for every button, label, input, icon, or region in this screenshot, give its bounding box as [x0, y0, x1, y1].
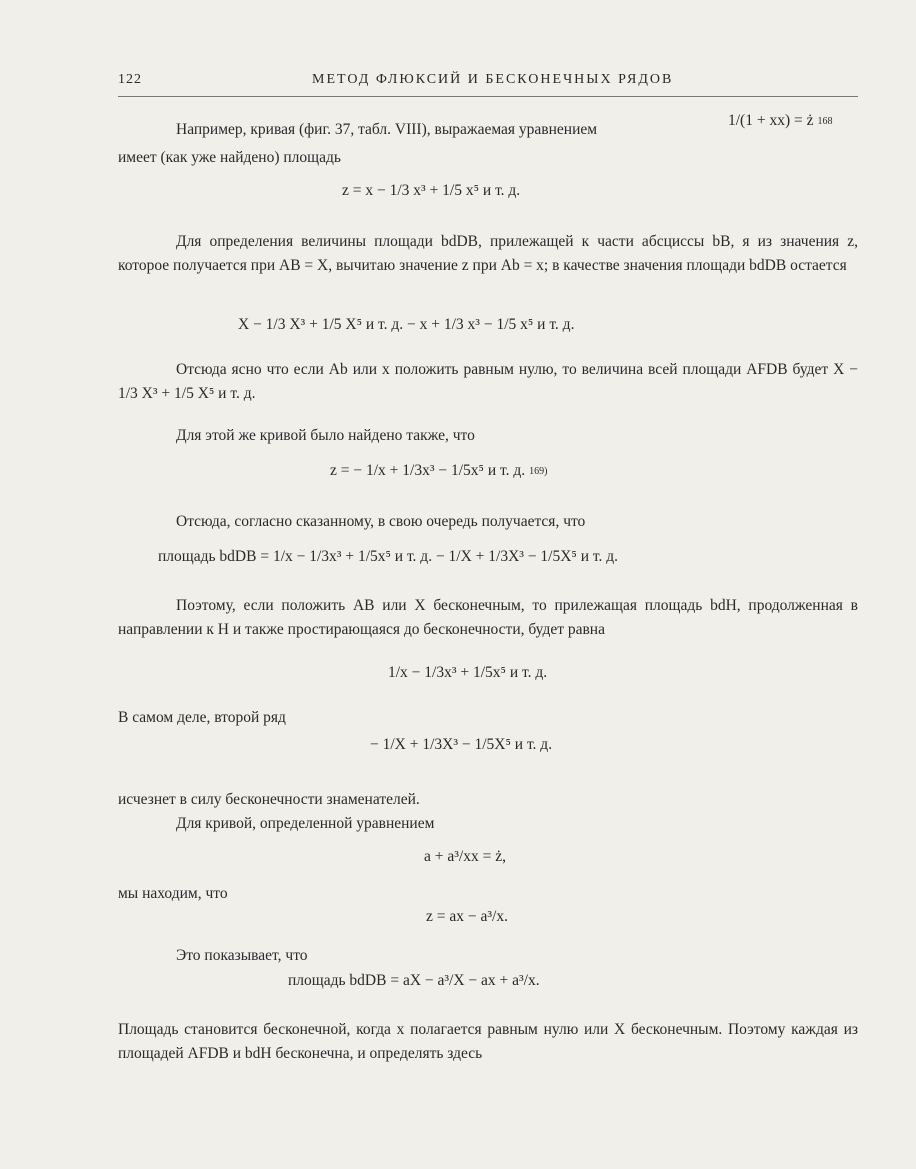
equation-9: площадь bdDB = aX − a³/X − ax + a³/x. — [288, 972, 540, 989]
paragraph-1: Например, кривая (фиг. 37, табл. VIII), выражаемая уравнением — [176, 121, 598, 138]
paragraph-11: Это показывает, что — [176, 947, 308, 964]
paragraph-6: Поэтому, если положить AB или X бесконечным, то прилежащая площадь bdH, продолженная в направлении к H и также простирающаяся до бесконечности, будет равна — [118, 597, 858, 638]
paragraph-3: Отсюда ясно что если Ab или x положить равным нулю, то величина всей площади AFDB будет X − 1/3 X³ + 1/5 X⁵ и т. д. — [118, 361, 858, 402]
equation-curve-1-text: 1/(1 + xx) = ż — [728, 112, 814, 129]
equation-5: 1/x − 1/3x³ + 1/5x⁵ и т. д. — [388, 664, 548, 681]
footnote-ref-169: 169) — [529, 465, 548, 477]
paragraph-5: Отсюда, согласно сказанному, в свою очередь получается, что — [176, 513, 586, 530]
paragraph-4: Для этой же кривой было найдено также, что — [176, 427, 475, 444]
paragraph-2: Для определения величины площади bdDB, прилежащей к части абсциссы bB, я из значения z, которое получается при AB = X, вычитаю значение z при Ab = x; в качестве значения площади bdDB остается — [118, 233, 858, 274]
equation-2: X − 1/3 X³ + 1/5 X⁵ и т. д. − x + 1/3 x³ − 1/5 x⁵ и т. д. — [238, 316, 575, 333]
footnote-ref-168: 168 — [817, 115, 833, 127]
equation-3 — [330, 462, 547, 480]
equation-8: z = ax − a³/x. — [426, 908, 508, 925]
equation-curve-1 — [728, 112, 833, 130]
paragraph-1b: имеет (как уже найдено) площадь — [118, 149, 341, 166]
equation-6: − 1/X + 1/3X³ − 1/5X⁵ и т. д. — [370, 736, 553, 753]
paragraph-7: В самом деле, второй ряд — [118, 709, 286, 726]
paragraph-10: мы находим, что — [118, 885, 228, 902]
equation-4: площадь bdDB = 1/x − 1/3x³ + 1/5x⁵ и т. д. − 1/X + 1/3X³ − 1/5X⁵ и т. д. — [158, 548, 619, 565]
equation-7: a + a³/xx = ż, — [424, 848, 506, 865]
running-title: МЕТОД ФЛЮКСИЙ И БЕСКОНЕЧНЫХ РЯДОВ — [312, 72, 674, 87]
equation-3-text: z = − 1/x + 1/3x³ − 1/5x⁵ и т. д. — [330, 462, 526, 479]
header-rule — [118, 96, 858, 97]
equation-1: z = x − 1/3 x³ + 1/5 x⁵ и т. д. — [342, 182, 521, 199]
paragraph-8: исчезнет в силу бесконечности знаменателей. — [118, 791, 420, 808]
paragraph-9: Для кривой, определенной уравнением — [176, 815, 435, 832]
page-number: 122 — [118, 72, 142, 87]
paragraph-12: Площадь становится бесконечной, когда x полагается равным нулю или X бесконечным. Поэтому каждая из площадей AFDB и bdH бесконечна, и определять здесь — [118, 1021, 858, 1062]
